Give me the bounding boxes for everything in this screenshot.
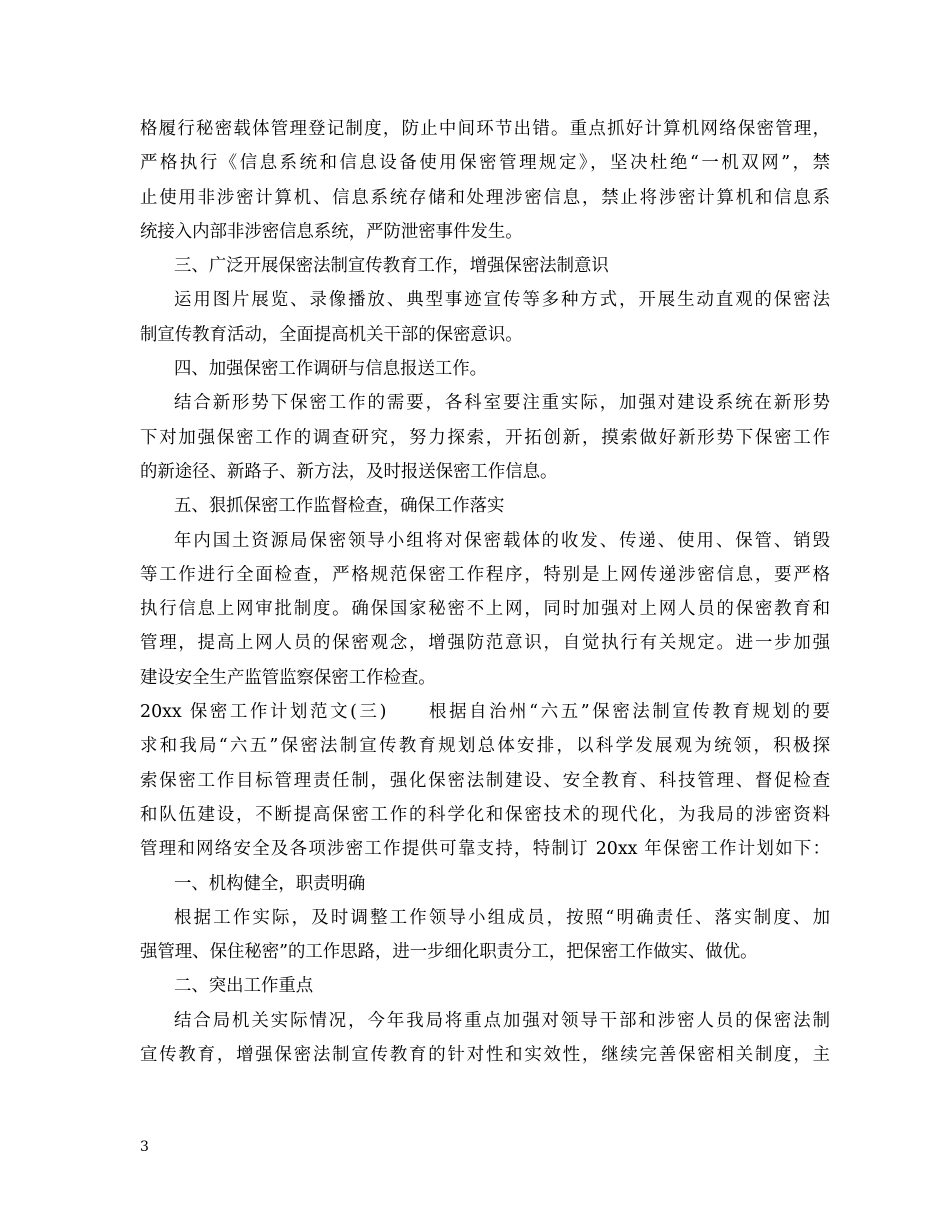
paragraph-line: 建设安全生产监管监察保密工作检查。 xyxy=(140,667,436,688)
document-title-line: 20xx 保密工作计划范文(三) 根据自治州“六五”保密法制宣传教育规划的要 xyxy=(140,702,830,723)
paragraph-line: 执行信息上网审批制度。确保国家秘密不上网，同时加强对上网人员的保密教育和 xyxy=(140,599,830,620)
paragraph-line: 管理，提高上网人员的保密观念，增强防范意识，自觉执行有关规定。进一步加强 xyxy=(140,633,830,654)
paragraph-line: 统接入内部非涉密信息系统，严防泄密事件发生。 xyxy=(140,221,523,242)
paragraph-line: 等工作进行全面检查，严格规范保密工作程序，特别是上网传递涉密信息，要严格 xyxy=(140,564,830,585)
paragraph-line: 年内国土资源局保密领导小组将对保密载体的收发、传递、使用、保管、销毁 xyxy=(174,530,830,551)
paragraph-line: 制宣传教育活动，全面提高机关干部的保密意识。 xyxy=(140,324,523,345)
paragraph-line: 的新途径、新路子、新方法，及时报送保密工作信息。 xyxy=(140,461,558,482)
paragraph-line: 结合局机关实际情况，今年我局将重点加强对领导干部和涉密人员的保密法制 xyxy=(174,1010,830,1031)
paragraph-line: 求和我局“六五”保密法制宣传教育规划总体安排，以科学发展观为统领，积极探 xyxy=(140,736,830,757)
paragraph-line: 运用图片展览、录像播放、典型事迹宣传等多种方式，开展生动直观的保密法 xyxy=(174,290,830,311)
document-body xyxy=(140,112,830,1072)
paragraph-line: 格履行秘密载体管理登记制度，防止中间环节出错。重点抓好计算机网络保密管理， xyxy=(140,119,830,139)
section-heading: 二、突出工作重点 xyxy=(174,976,314,997)
paragraph-line: 下对加强保密工作的调查研究，努力探索，开拓创新，摸索做好新形势下保密工作 xyxy=(140,427,830,448)
paragraph-line: 严格执行《信息系统和信息设备使用保密管理规定》，坚决杜绝“一机双网”，禁 xyxy=(140,153,830,174)
paragraph-line: 结合新形势下保密工作的需要，各科室要注重实际，加强对建设系统在新形势 xyxy=(174,393,830,414)
paragraph-line: 根据工作实际，及时调整工作领导小组成员，按照“明确责任、落实制度、加 xyxy=(174,907,830,928)
paragraph-line: 管理和网络安全及各项涉密工作提供可靠支持，特制订 20xx 年保密工作计划如下： xyxy=(140,839,830,860)
paragraph-line: 止使用非涉密计算机、信息系统存储和处理涉密信息，禁止将涉密计算机和信息系 xyxy=(140,187,830,208)
section-heading: 一、机构健全，职责明确 xyxy=(174,873,366,894)
section-heading: 四、加强保密工作调研与信息报送工作。 xyxy=(174,359,488,380)
section-heading: 五、狠抓保密工作监督检查，确保工作落实 xyxy=(174,496,505,517)
section-heading: 三、广泛开展保密法制宣传教育工作，增强保密法制意识 xyxy=(174,256,609,277)
paragraph-line: 索保密工作目标管理责任制，强化保密法制建设、安全教育、科技管理、督促检查 xyxy=(140,770,830,791)
paragraph-line: 和队伍建设，不断提高保密工作的科学化和保密技术的现代化，为我局的涉密资料 xyxy=(140,804,830,825)
page-number: 3 xyxy=(140,1139,149,1155)
paragraph-line: 强管理、保住秘密”的工作思路，进一步细化职责分工，把保密工作做实、做优。 xyxy=(140,942,758,963)
paragraph-line: 宣传教育，增强保密法制宣传教育的针对性和实效性，继续完善保密相关制度，主 xyxy=(140,1045,830,1066)
